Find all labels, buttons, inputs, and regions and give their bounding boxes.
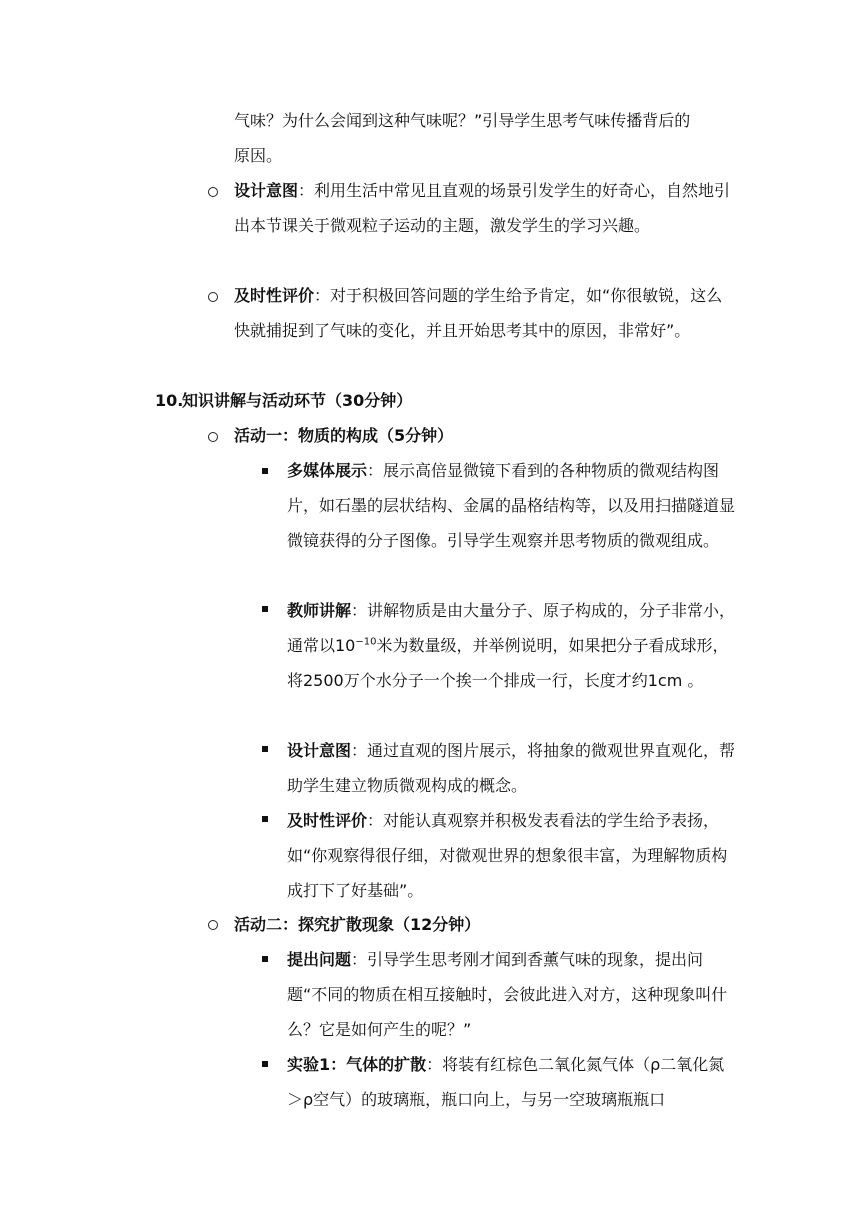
- item-text: ：讲解物质是由大量分子、原子构成的，分子非常小，通常以10: [287, 601, 736, 655]
- square-bullet-icon: [262, 606, 268, 612]
- evaluation-label: 及时性评价: [234, 286, 315, 305]
- item-label: 及时性评价: [287, 811, 368, 830]
- square-bullet-icon: [262, 468, 268, 474]
- circle-bullet-icon: [208, 187, 218, 197]
- item-text: ：将装有红棕色二氧化氮气体（ρ二氧化氮＞ρ空气）的玻璃瓶，瓶口向上，与另一空玻璃瓶瓶口: [287, 1055, 725, 1109]
- activity-one-item: [287, 733, 737, 803]
- item-text: ：对能认真观察并积极发表看法的学生给予表扬，如“你观察得很仔细，对微观世界的想象很丰富，为理解物质构成打下了好基础”。: [287, 811, 728, 900]
- square-bullet-icon: [262, 746, 268, 752]
- activity-two-item: [287, 942, 737, 1047]
- circle-bullet-icon: [208, 292, 218, 302]
- design-intent-text: ：利用生活中常见且直观的场景引发学生的好奇心，自然地引出本节课关于微观粒子运动的主题，激发学生的学习兴趣。: [234, 181, 731, 235]
- section-heading: 知识讲解与活动环节（30分钟）: [182, 391, 413, 410]
- design-intent-item: [234, 173, 734, 243]
- continued-line-2: 原因。: [234, 146, 283, 165]
- item-label: 多媒体展示: [287, 461, 368, 480]
- item-text: ：展示高倍显微镜下看到的各种物质的微观结构图片，如石墨的层状结构、金属的晶格结构等，以及用扫描隧道显微镜获得的分子图像。引导学生观察并思考物质的微观组成。: [287, 461, 736, 550]
- evaluation-item: [234, 278, 734, 348]
- item-label: 设计意图: [287, 741, 352, 760]
- evaluation-text: ：对于积极回答问题的学生给予肯定，如“你很敏锐，这么快就捕捉到了气味的变化，并且开始思考其中的原因，非常好”。: [234, 286, 723, 340]
- item-label: 教师讲解: [287, 601, 352, 620]
- section-number: 10.: [155, 391, 184, 410]
- continued-paragraph: [234, 103, 734, 173]
- activity-one-title: 活动一：物质的构成（5分钟）: [234, 426, 454, 445]
- design-intent-label: 设计意图: [234, 181, 299, 200]
- activity-two-item: [287, 1047, 737, 1117]
- item-text-continued: 米为数量级，并举例说明，如果把分子看成球形，将2500万个水分子一个挨一个排成一行，长度才约1cm 。: [287, 636, 729, 690]
- square-bullet-icon: [262, 816, 268, 822]
- exponent: −10: [355, 636, 377, 648]
- square-bullet-icon: [262, 956, 268, 962]
- square-bullet-icon: [262, 1061, 268, 1067]
- item-text: ：通过直观的图片展示，将抽象的微观世界直观化，帮助学生建立物质微观构成的概念。: [287, 741, 736, 795]
- activity-one-item: [287, 593, 737, 698]
- item-text: ：引导学生思考刚才闻到香薰气味的现象，提出问题“不同的物质在相互接触时，会彼此进入对方，这种现象叫什么？它是如何产生的呢？”: [287, 950, 728, 1039]
- item-label: 提出问题: [287, 950, 352, 969]
- circle-bullet-icon: [208, 432, 218, 442]
- activity-one-item: [287, 453, 737, 558]
- circle-bullet-icon: [208, 920, 218, 930]
- activity-two-title: 活动二：探究扩散现象（12分钟）: [234, 915, 481, 934]
- item-label: 实验1：气体的扩散: [287, 1055, 427, 1074]
- continued-line-1: 气味？为什么会闻到这种气味呢？”引导学生思考气味传播背后的: [234, 111, 691, 130]
- activity-one-item: [287, 803, 737, 908]
